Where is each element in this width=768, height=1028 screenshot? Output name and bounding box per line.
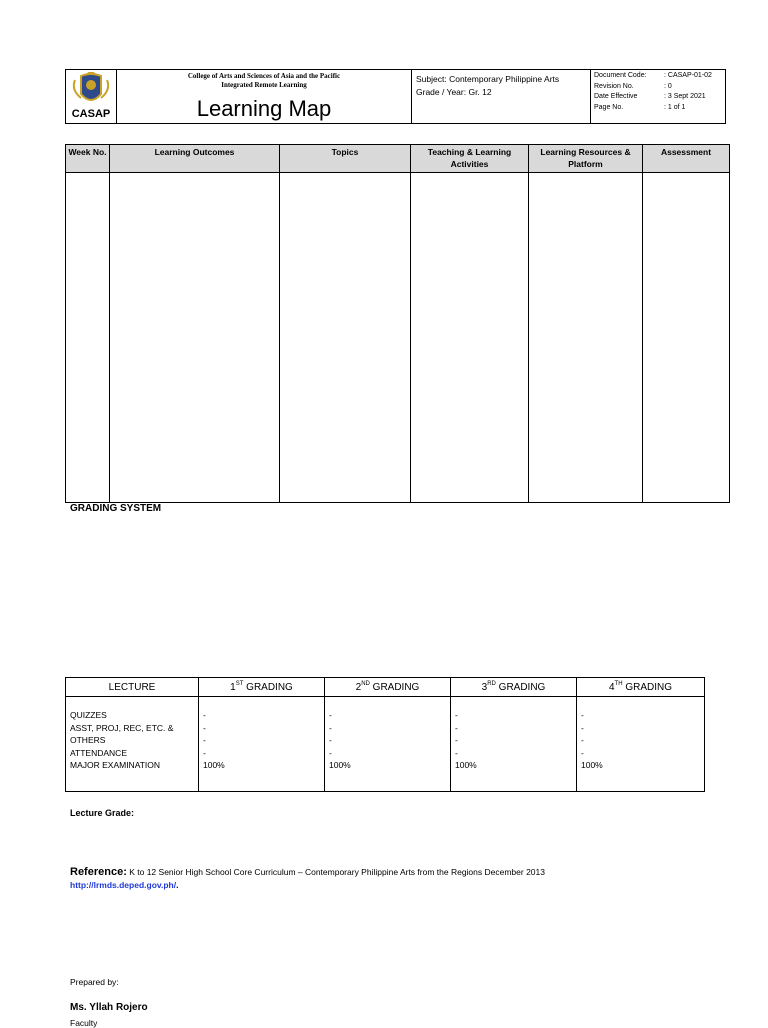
page-title: Learning Map xyxy=(196,96,332,121)
col-activities: Teaching & Learning Activities xyxy=(411,145,529,173)
grade-line: Grade / Year: Gr. 12 xyxy=(416,87,492,97)
prepared-by-label: Prepared by: xyxy=(70,977,119,987)
college-name: College of Arts and Sciences of Asia and the Pacific xyxy=(187,72,341,80)
criteria-item: MAJOR EXAMINATION xyxy=(70,760,161,770)
grading-period-header: 3RD GRADING xyxy=(451,678,577,697)
preparer-name: Ms. Yllah Rojero xyxy=(70,1002,148,1013)
reference-text: K to 12 Senior High School Core Curriculum – Contemporary Philippine Arts from the Regions December 2013 xyxy=(126,867,545,877)
program-name: Integrated Remote Learning xyxy=(221,81,307,89)
criteria-item: QUIZZES xyxy=(70,710,107,720)
col-outcomes: Learning Outcomes xyxy=(110,145,280,173)
col-week: Week No. xyxy=(66,145,110,173)
grading-values-cell: - - - - 100% xyxy=(325,697,451,792)
document-header xyxy=(65,69,726,124)
subject-line: Subject: Contemporary Philippine Arts xyxy=(416,74,560,84)
criteria-item: OTHERS xyxy=(70,735,106,745)
reference-line xyxy=(70,866,545,878)
lecture-header: LECTURE xyxy=(66,678,199,697)
logo-cell xyxy=(66,70,117,124)
meta-row: Document Code: : CASAP-01-02 xyxy=(594,72,712,79)
grading-system-heading: GRADING SYSTEM xyxy=(70,503,162,514)
table-cell xyxy=(110,173,280,503)
col-assessment: Assessment xyxy=(643,145,730,173)
grading-values-cell: - - - - 100% xyxy=(577,697,705,792)
learning-map-table xyxy=(65,144,730,503)
criteria-item: ATTENDANCE xyxy=(70,747,127,758)
table-cell xyxy=(66,173,110,503)
grading-criteria-cell xyxy=(66,697,199,792)
grading-values-cell: - - - - 100% xyxy=(451,697,577,792)
logo-text: CASAP xyxy=(71,108,111,120)
lecture-grade-label: Lecture Grade: xyxy=(70,808,135,818)
grading-period-header: 1ST GRADING xyxy=(199,678,325,697)
meta-row: Page No. : 1 of 1 xyxy=(594,103,686,111)
casap-logo xyxy=(67,72,115,108)
table-cell xyxy=(280,173,411,503)
grading-period-header: 4TH GRADING xyxy=(577,678,705,697)
grading-period-header: 2ND GRADING xyxy=(325,678,451,697)
reference-link[interactable]: http://lrmds.deped.gov.ph/ xyxy=(70,880,177,890)
grading-table xyxy=(65,677,705,792)
col-topics: Topics xyxy=(280,145,411,173)
grading-values-cell: - - - - 100% xyxy=(199,697,325,792)
table-cell xyxy=(643,173,730,503)
subject-cell xyxy=(412,70,591,124)
doc-meta-cell xyxy=(591,70,726,124)
table-cell xyxy=(529,173,643,503)
preparer-role: Faculty xyxy=(70,1018,98,1028)
reference-link-line: http://lrmds.deped.gov.ph/. xyxy=(70,880,179,890)
criteria-item: ASST, PROJ, REC, ETC. & xyxy=(70,722,174,733)
meta-row: Revision No. : 0 xyxy=(594,82,672,90)
meta-row: Date Effective : 3 Sept 2021 xyxy=(594,93,706,100)
table-cell xyxy=(411,173,529,503)
col-resources: Learning Resources & Platform xyxy=(529,145,643,173)
title-cell xyxy=(117,70,412,124)
reference-label: Reference: xyxy=(70,866,127,878)
